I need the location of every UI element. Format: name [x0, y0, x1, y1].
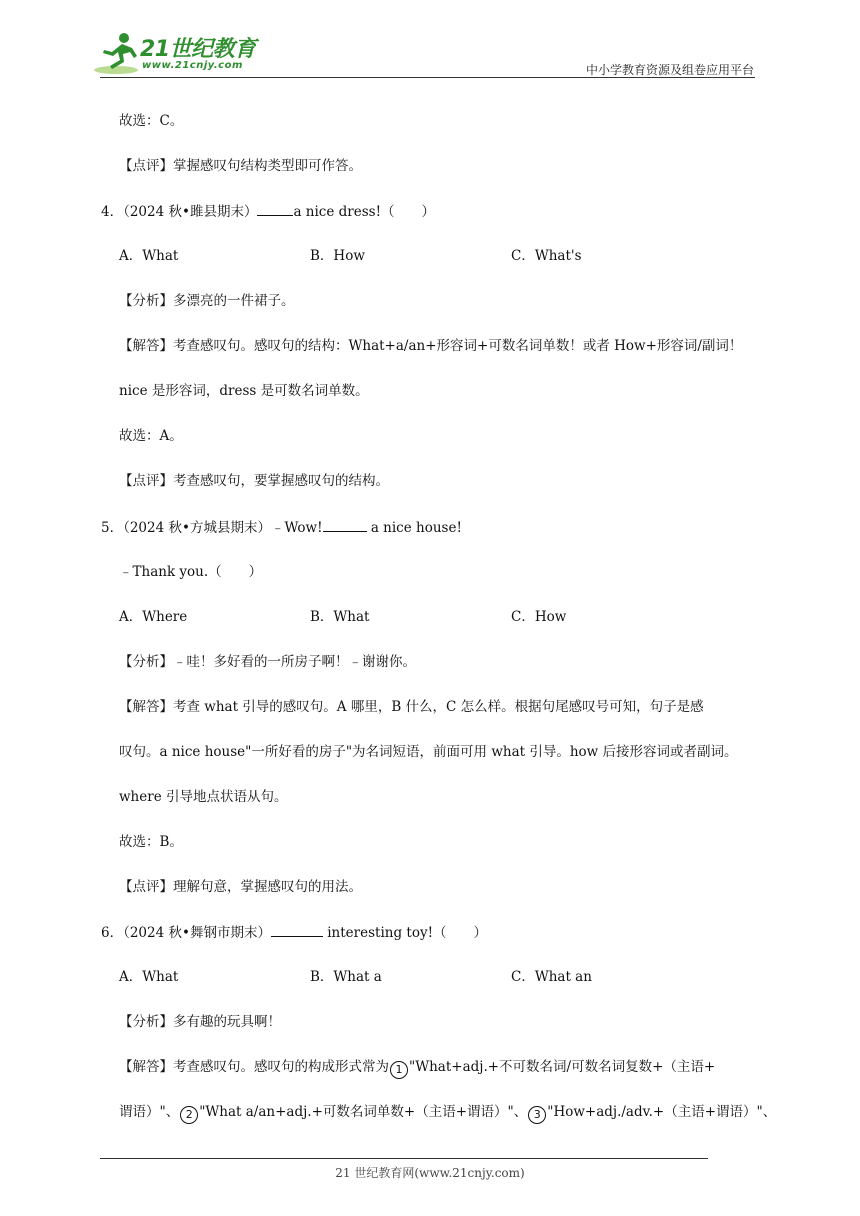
option-c: C．What's: [511, 248, 582, 264]
answer-line: 故选：A。: [119, 428, 183, 444]
question-6: [101, 923, 487, 942]
solution-text: 【解答】考查感叹句。感叹句的构成形式常为: [119, 1059, 389, 1075]
solution-text: "How+adj./adv.+（主语+谓语）"、: [547, 1104, 777, 1120]
question-4: [101, 202, 435, 221]
circled-number: 1: [390, 1061, 408, 1079]
question-5-prefix: 5．（2024 秋•方城县期末）﹣Wow!: [101, 520, 323, 536]
solution-line: 叹句。a nice house"一所好看的房子"为名词短语，前面可用 what 引导。how 后接形容词或者副词。: [119, 744, 738, 760]
runner-icon: [94, 30, 142, 76]
solution-line: where 引导地点状语从句。: [119, 789, 288, 805]
option-c: C．What an: [511, 969, 592, 985]
solution-line: [119, 1058, 715, 1079]
question-4-suffix: a nice dress!（ ）: [293, 204, 436, 220]
solution-line: nice 是形容词，dress 是可数名词单数。: [119, 383, 369, 399]
option-b: B．How: [310, 248, 365, 264]
header-platform-title: 中小学教育资源及组卷应用平台: [585, 63, 754, 77]
question-6-prefix: 6．（2024 秋•舞钢市期末）: [101, 925, 271, 941]
option-a: A．What: [119, 248, 179, 264]
answer-line: 故选：B。: [119, 834, 183, 850]
solution-line: [119, 1103, 776, 1124]
footer-divider: [100, 1158, 708, 1159]
circled-number: 2: [180, 1106, 198, 1124]
comment-line: 【点评】理解句意，掌握感叹句的用法。: [119, 879, 362, 895]
analysis-line: 【分析】﹣哇！多好看的一所房子啊！﹣谢谢你。: [119, 654, 416, 670]
comment-line: 【点评】考查感叹句，要掌握感叹句的结构。: [119, 473, 389, 489]
circled-number: 3: [528, 1106, 546, 1124]
option-b: B．What: [310, 609, 370, 625]
option-a: A．What: [119, 969, 179, 985]
solution-text: "What+adj.+不可数名词/可数名词复数+（主语+: [409, 1059, 716, 1075]
solution-line: 【解答】考查 what 引导的感叹句。A 哪里，B 什么，C 怎么样。根据句尾感叹号可知，句子是感: [119, 699, 704, 715]
site-logo: [94, 30, 264, 80]
answer-blank: [271, 923, 323, 937]
header-divider: [100, 77, 755, 78]
option-a: A．Where: [119, 609, 188, 625]
logo-text: 21世纪教育: [140, 37, 256, 62]
answer-blank: [257, 202, 293, 216]
page-header: [0, 0, 860, 80]
question-5-suffix: a nice house!: [366, 520, 462, 536]
analysis-line: 【分析】多漂亮的一件裙子。: [119, 293, 295, 309]
option-b: B．What a: [310, 969, 382, 985]
analysis-line: 【分析】多有趣的玩具啊！: [119, 1014, 281, 1030]
solution-line: 【解答】考查感叹句。感叹句的结构：What+a/an+形容词+可数名词单数！或者 How+形容词/副词！: [119, 338, 743, 354]
option-c: C．How: [511, 609, 567, 625]
question-5-reply: ﹣Thank you.（ ）: [119, 564, 263, 580]
comment-line: 【点评】掌握感叹句结构类型即可作答。: [119, 158, 362, 174]
solution-text: 谓语）"、: [119, 1104, 180, 1120]
question-6-suffix: interesting toy!（ ）: [322, 925, 488, 941]
answer-line: 故选：C。: [119, 113, 184, 129]
logo-url: www.21cnjy.com: [142, 60, 243, 71]
question-5: [101, 518, 462, 537]
question-4-prefix: 4．（2024 秋•雎县期末）: [101, 204, 258, 220]
page-footer: 21 世纪教育网(www.21cnjy.com): [335, 1166, 525, 1180]
answer-blank: [323, 518, 367, 532]
solution-text: "What a/an+adj.+可数名词单数+（主语+谓语）"、: [199, 1104, 528, 1120]
